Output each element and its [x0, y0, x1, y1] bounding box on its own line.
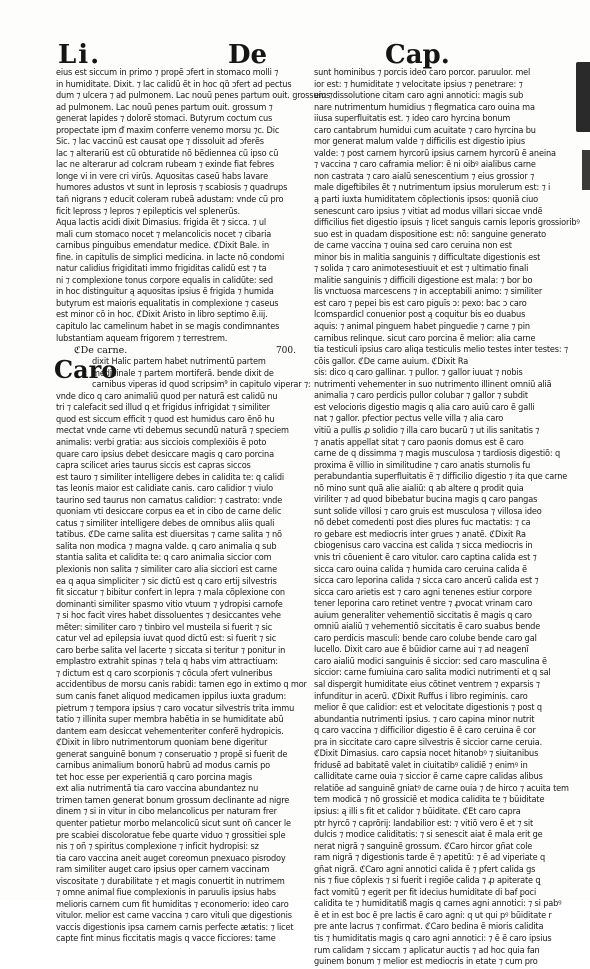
- text-line: ext alia nutrimentã tia caro vaccina abundantez nu: [56, 784, 259, 795]
- text-line: ⁊ anatis appellat sitat ⁊ caro paonis domus est ẽ caro: [314, 437, 524, 448]
- text-line: caro perdicis masculi: bende caro colube bende caro gal: [314, 633, 537, 644]
- text-line: ⁊ solida ⁊ caro animotesestiuuit et est ⁊ ultimatio finali: [314, 264, 529, 275]
- text-line: est velocioris digestio magis q alia caro auiũ caro ẽ galli: [314, 402, 535, 413]
- text-line: Sic. ⁊ lac vaccinũ est causat ope ⁊ dissoluit ad ɔferẽs: [56, 137, 264, 148]
- text-line: tem modicã ⁊ nõ grossiciẽ et modica calidita te ⁊ būiditate: [314, 795, 545, 806]
- text-line: pre scabiei discoloratue febe quarte viduo ⁊ grossitiei sple: [56, 830, 286, 841]
- text-line: ą parti iuxta humiditatem cõplectionis ipsos: quoniã ciuo: [314, 195, 539, 206]
- text-line: ẽ et in est boc ẽ pre lactis ẽ caro agni: q ut qui pꝰ bũiditate r: [314, 910, 552, 921]
- text-line: nutrimenti vehementer in suo nutrimento illinent omniũ aliã: [314, 379, 552, 390]
- text-line: lubstantiam aqueam frigorem ⁊ terrestrem.: [56, 333, 228, 344]
- text-line: ro gebare est mediocris inter grues ⁊ anatẽ. ℭDixit Ra: [314, 529, 526, 540]
- text-line: fit siccatur ⁊ bibitur confert in lepra ⁊ mala cõplexione con: [56, 588, 285, 599]
- text-line: tener leporina caro retinet ventre ⁊ ꝓvocat vrinam caro: [314, 599, 533, 610]
- text-line: difficilius fiet digestio ipsuis ⁊ licet sanguis carnis leporis grossioribꝰ: [314, 218, 580, 229]
- text-line: perabundantia superfluitatis ẽ ⁊ difficilio digestio ⁊ ita que carne: [314, 472, 568, 483]
- text-line: emplastro extrahit spinas ⁊ tela q habs vim attractiuam:: [56, 657, 278, 668]
- page-edge-mark: [576, 62, 590, 132]
- section-number: 700.: [275, 346, 296, 357]
- text-line: caro berbe salita vel lacerte ⁊ siccata si teritur ⁊ ponitur in: [56, 645, 286, 656]
- text-line: fridusẽ ad babitatẽ valet in ciuitatibꝰ calidiẽ ⁊ enimꝰ in: [314, 760, 528, 771]
- text-line: sal dispergit humiditate eius cõtinet ventrem ⁊ exparsis ⁊: [314, 679, 540, 690]
- text-line: viscositate ⁊ durabilitate ⁊ et magis conuertit in nutrimem: [56, 876, 285, 887]
- text-line: stantia salita et calidita te: q caro animalia siccior com: [56, 553, 272, 564]
- text-line: ⁊ dictum est q caro scorpionis ⁊ cõcula ɔfert vulneribus: [56, 668, 273, 679]
- text-line: sis: dico q caro gallinar. ⁊ pullor. ⁊ gallor iuuat ⁊ nobis: [314, 368, 523, 379]
- text-line: in hoc distinguitur ą aquositas ipsius ẽ frigida ⁊ humida: [56, 287, 274, 298]
- text-line: vnis tri cõuenient ẽ caro vitulor. caro captina calida est ⁊: [314, 552, 537, 563]
- text-line: ℭDixit in libro nutrimentorum quoniam bene digeritur: [56, 738, 268, 749]
- text-line: de carne vaccina ⁊ ouina sed caro ceruina non est: [314, 241, 512, 252]
- chapter-heading: Cap.: [385, 40, 450, 70]
- text-line: nare nutrimentum humidius ⁊ flegmatica caro ouina ma: [314, 102, 535, 113]
- text-line: dum ⁊ ulcera ⁊ ad pulmonem. Lac nouũ penes partum ouit. grossum ⁊: [56, 91, 333, 102]
- text-line: eius dissolutione citam caro agni annotici: magis sub: [314, 91, 524, 102]
- text-line: generat sanguinẽ bonum ⁊ conseruatio ⁊ propẽ si fuerit de: [56, 749, 288, 760]
- text-line: catus ⁊ similiter intelligere debes de omnibus aliis quali: [56, 518, 275, 529]
- text-line: sunt hominibus ⁊ porcis ideo caro porcor. paruulor. mel: [314, 68, 531, 78]
- text-line: tri ⁊ calefacit sed illud q et frigidus infrigidat ⁊ similiter: [56, 403, 270, 414]
- text-line: Aqua lactis acidi dixit Dimasius. frigida ẽt ⁊ sicca. ⁊ ul: [56, 218, 266, 229]
- text-line: ior est: ⁊ humiditate ⁊ velocitate ipsius ⁊ penetrare: ⁊: [314, 79, 523, 90]
- text-line: medicinale ⁊ partem mortiferã. bende dixit de: [92, 368, 274, 379]
- text-line: animalia ⁊ caro perdicis pullor colubar ⁊ gallor ⁊ subdit: [314, 391, 528, 402]
- text-line: relatiõe ad sanguinẽ gniatꝰ de carne ouia ⁊ de hirco ⁊ acuita tem: [314, 783, 569, 794]
- text-line: minor bis in malitia sanguinis ⁊ difficultate digestionis est: [314, 252, 541, 263]
- text-line: dinem ⁊ si in vitur in cibo melancolicus per naturam frer: [56, 807, 277, 818]
- text-line: lis vnctuosa marcescens ⁊ in acceptabili animo: ⁊ similiter: [314, 287, 543, 298]
- text-line: abundantia nutrimenti ipsius. ⁊ caro capina minor nutrit: [314, 714, 535, 725]
- text-line: ram similiter auget caro ipsius oper carnem vaccinam: [56, 865, 270, 876]
- text-line: longe vi in vere cri virũs. Aquositas caseũ habs lavare: [56, 171, 268, 182]
- text-line: est caro ⁊ pepei bis est caro piguĩs ɔ: pexo: bac ɔ caro: [314, 298, 527, 309]
- text-line: vitiũ a pullis ꝓ solidio ⁊ illa caro bucarũ ⁊ ut ilis sanitatis ⁊: [314, 425, 540, 436]
- text-line: quoniam vti desiccare corpus ea et in cibo de carne delic: [56, 507, 282, 518]
- text-line: cbiogenisus caro vaccina est calida ⁊ sicca mediocris in: [314, 541, 533, 552]
- text-line: tan̄ nigrans ⁊ educit coleram rubeã adustam: vnde cũ pro: [56, 195, 284, 206]
- text-line: carnibus viperas id quod scripsim⁹ in capitulo viperar ⁊:: [92, 380, 311, 391]
- text-line: ipsius: ą illi s fit et calidor ⁊ būiditate. ℭEt caro capra: [314, 807, 521, 817]
- text-line: dulcis ⁊ modice caliditatis: ⁊ si senescit aiat ẽ mala erit ge: [314, 830, 543, 841]
- text-line: pra in siccitate caro capre silvestris ẽ siccior carne ceruia.: [314, 737, 543, 748]
- text-line: nat ⁊ gallor. pfectior pectus velle villa ⁊ alia caro: [314, 414, 504, 425]
- text-line: accidentibus de morsu canis rabidi: tamen ego in extimo q mor: [56, 680, 307, 691]
- left-text-column: [54, 68, 333, 945]
- text-line: melior ẽ que calidior: est et velocitate digestionis ⁊ post q: [314, 703, 542, 714]
- text-line: tatibus. ℭDe carne salita est diuersitas ⁊ carne salita ⁊ nõ: [56, 530, 282, 541]
- text-line: fine. in capitulis de simplici medicina. in lacte nõ condomi: [56, 252, 285, 263]
- text-line: cõis gallor. ℭDe carne auium. ℭDixit Ra: [314, 356, 469, 367]
- text-line: iiusa superfluitatis est. ⁊ ideo caro hyrcina bonum: [314, 114, 511, 125]
- text-line: eius est siccum in primo ⁊ propẽ ɔfert in stomaco molli ⁊: [56, 68, 279, 78]
- text-line: suo est in quadam dispositione est: nõ: sanguine generato: [314, 229, 546, 240]
- text-line: rum calidam ⁊ siccam ⁊ aplicatur auctis ⁊ ad hoc quia fan: [314, 945, 540, 956]
- text-line: carnibus pinguibus emendatur medice. ℭDixit Bale. in: [56, 241, 269, 252]
- text-line: calliditate carne ouia ⁊ siccior ẽ carne capre calidas alibus: [314, 772, 543, 783]
- text-line: catur vel ad epilepsia iuvat quod dictũ est: si fuerit ⁊ sic: [56, 634, 277, 645]
- text-line: vnde dico q caro animaliũ quod per naturã est calidũ nu: [56, 391, 278, 402]
- text-line: gñat nigrã. ℭCaro agni annotici calida ẽ ⁊ pfert calida gs: [314, 864, 536, 875]
- text-line: non castrata ⁊ caro aialũ senescentium ⁊ eius grossior ⁊: [314, 171, 534, 182]
- text-line: quare caro ipsius debet desiccare magis q caro porcina: [56, 449, 274, 460]
- text-line: pietrum ⁊ tempora ipsius ⁊ caro vocatur silvestris trita immu: [56, 703, 295, 714]
- text-line: salita non modica ⁊ magna valde. q caro animalia q sub: [56, 541, 277, 552]
- text-line: lac ⁊ alterariũ est cũ obturatide nõ bẽdiennea cũ ipso cũ: [56, 148, 279, 159]
- text-line: generat lapides ⁊ dolorẽ stomaci. Butyrum coctum cus: [56, 114, 273, 125]
- text-line: humores adustos vt sunt in leprosis ⁊ scabiosis ⁊ quadrups: [56, 183, 288, 194]
- text-line: vaccis digestionis ipsa carnem carnis perfecte ætatis: ⁊ licet: [56, 922, 294, 933]
- text-line: valde: ⁊ post carnem hyrcorũ ipsius carnem hyrcorũ ẽ aneina: [314, 148, 556, 159]
- text-line: in humiditate. Dixit. ⁊ lac calidũ ẽt in hoc qɑ̃ ɔfert ad pectus: [56, 79, 292, 90]
- text-line: mectat vnde carne vti debemus secundũ naturã ⁊ speciem: [56, 426, 289, 437]
- text-line: plexionis non salita ⁊ similiter caro alia sicciori est carne: [56, 564, 277, 575]
- text-line: capte fint minus ficcitatis magis q vacce ficciores: tame: [56, 934, 276, 945]
- text-line: trimen tamen generat bonum grossum declinante ad nigre: [56, 795, 290, 806]
- text-line: ficit lepross ⁊ lepros ⁊ epilepticis vel splenerũs.: [56, 206, 240, 217]
- text-line: ram nigrã ⁊ digestionis tarde ẽ ⁊ apetitũ: ⁊ ẽ ad viperiate q: [314, 853, 545, 864]
- text-line: mali cum stomaco nocet ⁊ melancolicis nocet ⁊ cibaria: [56, 229, 272, 240]
- text-line: lac ne alterarur ad colcram rubeam ⁊ exinde fiat febres: [56, 160, 274, 171]
- text-line: sum canis fanet aliquod medicamen ippilus iuxta gradum:: [56, 691, 287, 702]
- text-line: ad pulmonem. Lac nouũ penes partum ouit. grossum ⁊: [56, 102, 273, 113]
- text-line: est minor cõ in hoc. ℭDixit Aristo in libro septimo ẽ.iij.: [56, 310, 268, 321]
- text-line: ea q aqua simpliciter ⁊ sic dictũ est q caro ertij silvestris: [56, 576, 277, 587]
- text-line: ni ⁊ complexione tonus corpore equalis in calidũte: sed: [56, 275, 273, 286]
- text-line: dixit Halic partem habet nutrimentũ partem: [92, 357, 266, 368]
- text-line: nõ mino sunt quã alie aialiũ: q ab altere q prodit quia: [314, 483, 524, 494]
- text-line: dominanti similiter spasmo vitio vtuum ⁊ ydropisi carnofe: [56, 599, 283, 610]
- text-line: guinem bonum ⁊ melior est mediocris in etate ⁊ cum pro: [314, 957, 538, 968]
- text-line: tis ⁊ humiditatis magis q caro agni annotici: ⁊ ẽ ẽ caro ipsius: [314, 934, 552, 945]
- text-line: ⁊ omne animal fiue complexionis in paruulis ipsius habs: [56, 888, 276, 899]
- text-line: siccior: carne fumiuina caro salita modici nutrimenti et q sal: [314, 668, 551, 679]
- initial-block: [54, 355, 311, 392]
- text-line: caro cantabrum humidui cum acuitate ⁊ caro hyrcina bu: [314, 125, 536, 136]
- text-line: carnibus animalium bonorũ habrũ ad modus carnis po: [56, 761, 271, 772]
- text-line: melioris carnem cum fit humiditas ⁊ economerio: ideo caro: [56, 899, 289, 910]
- text-line: senescunt caro ipsius ⁊ vitiat ad modus villari siccae vndẽ: [314, 206, 543, 217]
- section-heading-text: ℭDe carne.: [74, 345, 128, 357]
- text-line: vitulor. melior est carne vaccina ⁊ caro vituli que digestionis: [56, 911, 292, 922]
- text-line: ptr hyrcõ ⁊ caprõrij: landabilior est: ⁊ vitiõ vero ẽ et ⁊ sit: [314, 818, 534, 829]
- text-line: carne de q dissimma ⁊ magis musculosa ⁊ tardiosis digestiõ: q: [314, 449, 561, 460]
- text-line: calidita te ⁊ humiditatiß magis q carnes agni annotici: ⁊ si pabꝰ: [314, 899, 562, 910]
- text-line: viriliter ⁊ ad quod bibebatur bucina magis q caro pangas: [314, 495, 538, 506]
- folio-number: Li.: [58, 40, 102, 70]
- text-line: tatio ⁊ illinita super membra habẽtia in se humiditate abũ: [56, 715, 284, 726]
- text-line: tas leonis maior est calidiate canis. caro calidior ⁊ viulo: [56, 484, 273, 495]
- text-line: malitie sanguinis ⁊ difficili digestione est mala: ⁊ bor bo: [314, 275, 533, 286]
- text-line: sunt solide villosi ⁊ caro gruis est musculosa ⁊ villosa ideo: [314, 506, 542, 517]
- text-line: capra scilicet aries taurus siccis est capras siccos: [56, 461, 251, 472]
- text-line: mor generat malum valde ⁊ difficilis est digestio ipius: [314, 137, 525, 148]
- text-line: taurino sed taurus non carnatus calidior: ⁊ castrato: vnde: [56, 495, 283, 506]
- text-line: q caro vaccina ⁊ difficilior digestio ẽ ẽ caro ceruina ẽ cor: [314, 726, 536, 737]
- text-line: infunditur in acerũ. ℭDixit Ruffus i libro regiminis. caro: [314, 691, 528, 702]
- text-line: est tauro ⁊ similiter intelligere debes in calidita te: q calidi: [56, 472, 285, 483]
- text-line: nis ⁊ oñ ⁊ spiritus complexione ⁊ inficit hydropisi: sz: [56, 842, 259, 853]
- text-line: mẽter: similiter caro ⁊ tinbiro vel musteila si fuerit ⁊ sic: [56, 622, 273, 633]
- text-line: sicca caro leporina calida ⁊ sicca caro ancerũ calida est ⁊: [314, 576, 539, 587]
- text-line: animalis: verbi gratia: aus sicciois complexiõis ẽ poto: [56, 437, 267, 448]
- right-text-column: [314, 68, 580, 968]
- text-line: tia caro vaccina aneit auget coreomun pnexuaco pisrodoy: [56, 853, 286, 864]
- page-edge-mark: [582, 150, 590, 190]
- text-line: carnibus relinque. sicut caro porcina ẽ melior: alia carne: [314, 333, 536, 344]
- text-line: omniũ aialiũ ⁊ vehementiõ siccitatis ẽ caro suabus bende: [314, 622, 541, 633]
- text-line: quenter patietur morbo melancolicũ sicut sunt oñ cancer le: [56, 819, 291, 829]
- text-line: lcomspardicl conuenior post ą coquitur bis eo duabus: [314, 310, 526, 321]
- text-line: tia testiculi ipsius caro aliqa testiculis melio testes inter testes: ⁊: [314, 345, 568, 356]
- text-line: male digeftibiles ẽt ⁊ nutrimentum ipsius morulerum est: ⁊ i: [314, 183, 551, 194]
- text-line: dantem eam desiccat vehementeriter conferẽ hydropicis.: [56, 726, 284, 737]
- text-line: tet hoc esse per experientiã q caro porcina magis: [56, 772, 252, 783]
- text-line: pre ante lacrus ⁊ confirmat. ℭCaro bedina ẽ mioris calidita: [314, 922, 544, 933]
- text-line: propectate ipm ᵭ maxim conferre venemo morsu ⁊c. Dic: [56, 125, 280, 136]
- text-line: nõ debet comedenti post dies plures fuc mactatis: ⁊ ca: [314, 518, 531, 529]
- text-line: capitulo lac camelinum habet in se magis condimnantes: [56, 322, 280, 333]
- text-line: natur calidius frigiditati immo frigiditas calidũ est ⁊ ta: [56, 264, 267, 275]
- text-line: ⁊ vaccina ⁊ caro caframia melior: ẽ ni oibꝰ aialibus carne: [314, 160, 536, 171]
- text-line: butyrum est maioris equalitatis in complexione ⁊ caseus: [56, 298, 279, 309]
- text-line: auium generaliter vehementiõ siccitatis ẽ magis q caro: [314, 610, 532, 621]
- text-line: nerat nigrã ⁊ sanguinẽ grossum. ℭCaro hircor gñat cole: [314, 841, 533, 852]
- text-line: caro aialiũ modici sanguinis ẽ siccior: sed caro masculina ẽ: [314, 656, 547, 667]
- text-line: ℭDixit Dimasius. caro capsia nocet hitanobꝰ ⁊ siuitanibus: [314, 749, 539, 760]
- running-title: De: [228, 40, 268, 70]
- text-line: aquis: ⁊ animal pinguem habet pinguedie ⁊ carne ⁊ pin: [314, 322, 530, 333]
- text-line: quod est siccum efficit ⁊ quod est humidus caro ẽnõ hu: [56, 414, 275, 425]
- text-line: fact vomitũ ⁊ egerit per fit idecius humiditate di baf ꝑoci: [314, 887, 537, 898]
- text-line: proxima ẽ villio in similitudine ⁊ caro anatis sturnolis fu: [314, 460, 531, 471]
- text-line: sicca caro ouina calida ⁊ humida caro ceruina calida ẽ: [314, 564, 527, 575]
- text-line: lucello. Dixit caro aue ẽ bũidior carne aui ⁊ ad neagenĩ: [314, 645, 529, 656]
- text-line: ⁊ si hoc facit vires habet dissoluentes ⁊ desiccantes vehe: [56, 611, 281, 622]
- text-line: nis ⁊ fiue cõplexis ⁊ si fuerit i regiõe calida ⁊ ꝓ apiterate ꝗ: [314, 876, 541, 887]
- drop-initial: Caro: [54, 355, 118, 385]
- text-line: sicca caro arietis est ⁊ caro agni tenenes estiur corpore: [314, 587, 532, 598]
